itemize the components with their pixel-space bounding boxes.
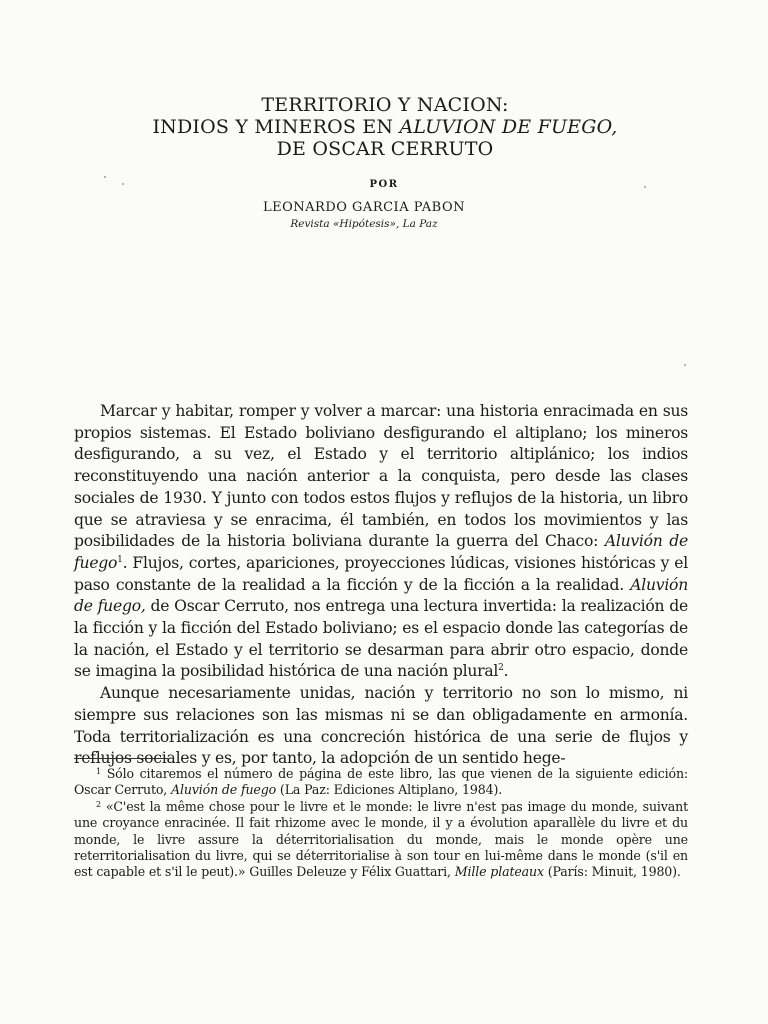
p1-text-c: . Flujos, cortes, apariciones, proyecciones lúdicas, visiones históricas y el paso constante de la realidad a la ficción y de la ficción a la realidad. <box>74 553 688 594</box>
paragraph-2: Aunque necesariamente unidas, nación y territorio no son lo mismo, ni siempre sus relaciones son las mismas ni se dan obligadamente en armonía. Toda territorialización es una concreción histórica de una serie de flujos y reflujos sociales y es, por tanto, la adopción de un sentido hege- <box>74 684 688 768</box>
footnote-2-text-a: «C'est la même chose pour le livre et le monde: le livre n'est pas image du monde, suivant une croyance enracinée. Il fait rhizome avec le monde, il y a évolution aparallèle du livre et du monde, le livre assure la déterritorialisation du monde, mais le monde opère une reterritorialisation du livre, qui se déterritorialise à son tour en lui-même dans le monde (s'il en est capable et s'il le peut).» Guilles Deleuze y Félix Guattari, <box>74 798 688 880</box>
footnote-1-title: Aluvión de fuego <box>171 782 277 798</box>
footnote-1-text-c: (La Paz: Ediciones Altiplano, 1984). <box>276 782 503 798</box>
footnotes <box>74 766 688 881</box>
p1-book-title-2: Aluvión de fuego, <box>74 575 688 616</box>
footnote-1-text-a: Sólo citaremos el número de página de este libro, las que vienen de la siguiente edición: Oscar Cerruto, <box>74 766 688 798</box>
author-affiliation: Revista «Hipótesis», La Paz <box>290 218 438 230</box>
title-line-2 <box>60 116 710 138</box>
scan-speck <box>684 364 686 366</box>
footnote-1 <box>74 766 688 799</box>
p1-book-title: Aluvión de fuego <box>74 532 689 572</box>
p1-text-f: . <box>503 662 509 681</box>
footnote-2-text-c: (París: Minuit, 1980). <box>543 864 681 880</box>
p1-text-a: Marcar y habitar, romper y volver a marcar: una historia enracimada en sus propios sistemas. El Estado boliviano desfigurando el altiplano; los mineros desfigurando, a su vez, el Estado y el territorio altiplánico; los indios reconstituyendo una nación anterior a la conquista, pero desde las clases sociales de 1930. Y junto con todos estos flujos y reflujos de la historia, un libro que se atraviesa y se enracima, él también, en todos los movimientos y las posibilidades de la historia boliviana durante la guerra del Chaco: <box>74 402 688 551</box>
scan-speck <box>122 183 124 185</box>
article-body <box>74 401 688 770</box>
footnote-2-title: Mille plateaux <box>454 864 544 880</box>
title-line-3: DE OSCAR CERRUTO <box>276 138 494 160</box>
title-line-1: TERRITORIO Y NACION: <box>261 94 509 116</box>
footnote-ref-1: 1 <box>117 554 123 565</box>
title-line-2-italic: ALUVION DE FUEGO, <box>399 116 618 138</box>
footnote-2-mark: 2 <box>96 799 101 809</box>
footnote-2 <box>74 799 688 881</box>
byline-por: POR <box>369 179 399 190</box>
author-name: LEONARDO GARCIA PABON <box>263 200 465 215</box>
p1-text-e: de Oscar Cerruto, nos entrega una lectura invertida: la realización de la ficción y la ficción del Estado boliviano; es el espacio donde las categorías de la nación, el Estado y el territorio se desarman para abrir otro espacio, donde se imagina la posibilidad histórica de una nación plural <box>74 597 688 681</box>
footnote-1-mark: 1 <box>96 767 101 776</box>
paragraph-1 <box>74 401 688 683</box>
footnote-ref-2: 2 <box>498 663 504 674</box>
scan-speck <box>104 176 106 178</box>
footnote-rule <box>74 758 168 759</box>
article-title <box>60 94 710 160</box>
scan-speck <box>644 186 646 188</box>
title-line-2-roman: INDIOS Y MINEROS EN <box>152 116 400 138</box>
